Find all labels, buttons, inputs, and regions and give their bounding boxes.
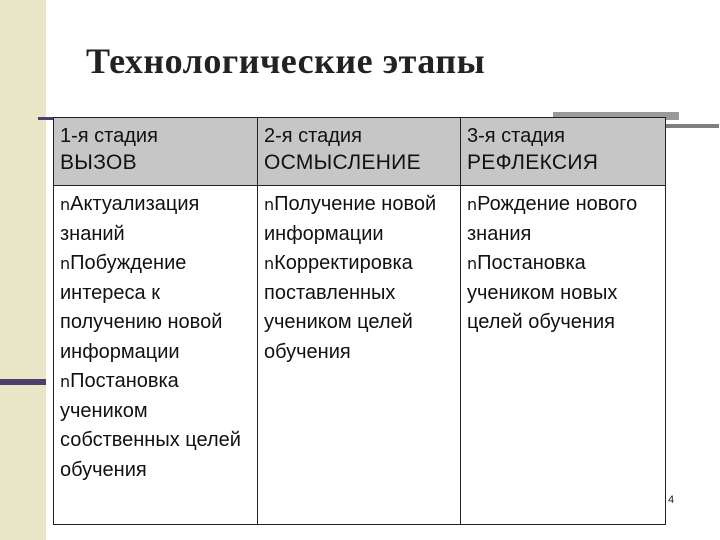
list-item	[60, 190, 251, 249]
list-item-text: Постановка учеником собственных целей обучения	[60, 370, 241, 481]
right-accent-line	[663, 124, 719, 128]
stage-number: 3-я стадия	[467, 125, 565, 147]
list-item	[60, 367, 251, 485]
bullet-icon	[60, 252, 70, 274]
stage-name: РЕФЛЕКСИЯ	[467, 151, 599, 174]
list-item	[264, 190, 454, 249]
page-title: Технологические этапы	[86, 41, 486, 81]
bullet-icon	[60, 370, 70, 392]
stage-number: 1-я стадия	[60, 125, 158, 147]
stage-name: ВЫЗОВ	[60, 151, 137, 174]
list-item-text: Рождение нового знания	[467, 193, 638, 245]
stage-content-3	[461, 186, 666, 525]
list-item-text: Актуализация знаний	[60, 193, 200, 245]
table-header-row	[54, 118, 666, 186]
page-number: 4	[668, 494, 675, 506]
list-item-text: Постановка учеником новых целей обучения	[467, 252, 618, 333]
stage-content-2	[258, 186, 461, 525]
list-item	[264, 249, 454, 367]
stages-table	[53, 117, 666, 525]
list-item-text: Получение новой информации	[264, 193, 437, 245]
left-accent-bar	[0, 379, 46, 385]
left-decorative-band	[0, 0, 46, 540]
stage-content-1	[54, 186, 258, 525]
list-item	[467, 190, 659, 249]
stage-header-3	[461, 118, 666, 186]
bullet-icon	[264, 252, 274, 274]
table-body-row	[54, 186, 666, 525]
bullet-icon	[264, 193, 274, 215]
stage-header-1	[54, 118, 258, 186]
bullet-icon	[60, 193, 70, 215]
bullet-icon	[467, 252, 477, 274]
stage-name: ОСМЫСЛЕНИЕ	[264, 151, 421, 174]
stage-number: 2-я стадия	[264, 125, 362, 147]
bullet-icon	[467, 193, 477, 215]
list-item	[60, 249, 251, 367]
list-item	[467, 249, 659, 338]
list-item-text: Корректировка поставленных учеником целей обучения	[264, 252, 413, 363]
stage-header-2	[258, 118, 461, 186]
list-item-text: Побуждение интереса к получению новой информации	[60, 252, 223, 363]
